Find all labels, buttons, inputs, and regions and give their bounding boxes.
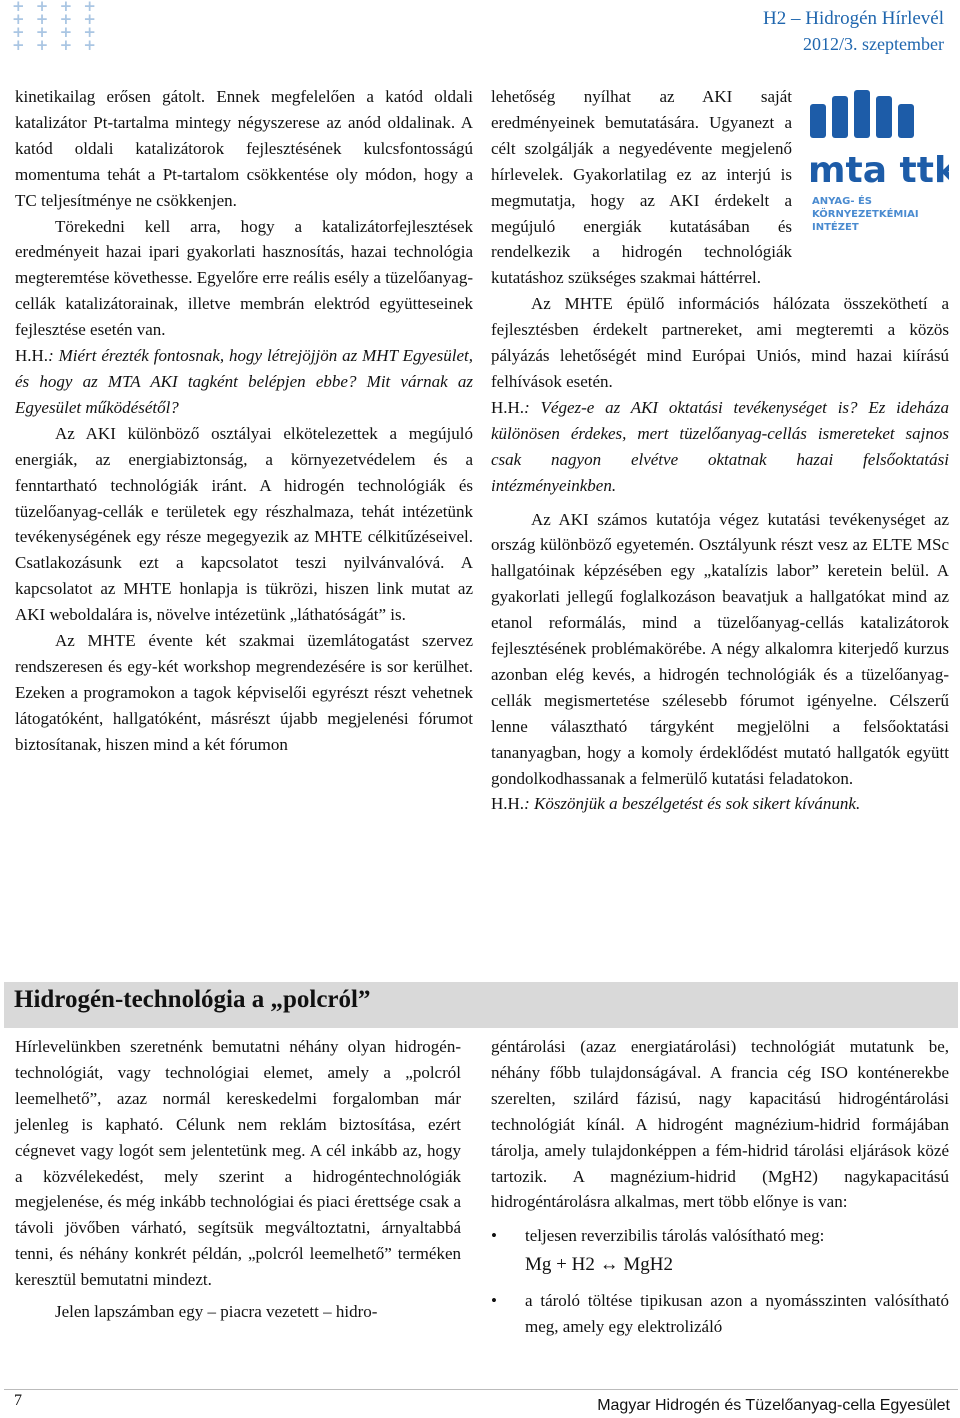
bullet-icon: •: [491, 1226, 497, 1246]
list-item-text: a tároló töltése tipikusan azon a nyomásszinten valósítható meg, amely egy elektrolizáló: [525, 1291, 949, 1337]
paragraph: Jelen lapszámban egy – piacra vezetett – hidro-: [55, 1302, 378, 1322]
article-column-1: [15, 84, 473, 758]
footer-divider: [4, 1389, 958, 1390]
question-text: : Miért érezték fontosnak, hogy létrejöjjön az MHT Egyesület, és hogy az MTA AKI tagként belépjen ebbe? Mit várnak az Egyesület működésétől?: [15, 346, 473, 417]
issue-date: 2012/3. szeptember: [803, 34, 944, 54]
paragraph: Hírlevelünkben szeretnénk bemutatni néhány olyan hidrogén-technológiát, vagy technológiai elemet, amely a „polcról leemelhető”, azaz normál kereskedelmi forgalomban már jelenleg is kapható. Célunk nem reklám biztosítása, ezért cégnevet vagy logót sem jelentetünk meg. A cél inkább az, hogy a közvélekedést, mely szerint a hidrogéntechnológiák megjelenése, és még inkább technológiai és piaci érettsége csak a távoli jövőben várható, segítsük megváltoztatni, árnyaltabbá tenni, és néhány konkrét példán, „polcról leemelhető” terméken keresztül bemutatni mindezt.: [15, 1037, 461, 1290]
newsletter-title: H2 – Hidrogén Hírlevél: [763, 8, 944, 29]
paragraph: Törekedni kell arra, hogy a katalizátorfejlesztések eredményeit hazai ipari gyakorlati hasznosítás, hazai technológia megteremtése követhesse. Egyelőre erre reális esély a tüzelőanyag-cellák katalizátorainak, illetve membrán elektród együtteseinek fejlesztése esetén van.: [15, 216, 473, 340]
closing-text: : Köszönjük a beszélgetést és sok sikert kívánunk.: [524, 794, 861, 814]
paragraph: kinetikailag erősen gátolt. Ennek megfelelően a katód oldali katalizátor Pt-tartalma mintegy négyszerese az anód oldalinak. A katód oldali katalizátorok fejlesztésének kulcsfontosságú momentuma tehát a Pt-tartalom csökkentése oly módon, hogy a TC teljesítménye ne csökkenjen.: [15, 87, 473, 210]
interviewer-initials: H.H.: [15, 346, 49, 366]
paragraph: Az MHTE évente két szakmai üzemlátogatást szervez rendszeresen és egy-két workshop megrendezésére is sor kerülhet. Ezeken a programokon a tagok képviselői egyrészt részt vehetnek látogatóként, hallgatóként, másrészt újabb megjelenési fórumot biztosítanak, hiszen mind a két fórumon: [15, 631, 473, 754]
paragraph: Az MHTE épülő információs hálózata összeköthetí a fejlesztésben érdekelt partnereket, ami megteremti a közös pályázás lehetőségét mind Európai Uniós, mind hazai kiírású felhívások esetén.: [491, 294, 949, 391]
page-number: 7: [14, 1392, 22, 1409]
header-decoration: + + + + + + + + + + + + + + + +: [12, 0, 99, 54]
reaction-formula: Mg + H2 ↔ MgH2: [525, 1254, 673, 1276]
section-column-2: [491, 1034, 949, 1350]
footer-organization: Magyar Hidrogén és Tüzelőanyag-cella Egyesület: [597, 1397, 950, 1414]
section-column-1: [15, 1034, 461, 1325]
mta-ttk-logo: [804, 86, 949, 238]
interview-question: [491, 395, 949, 499]
list-item: [491, 1288, 949, 1340]
paragraph: Az AKI számos kutatója végez kutatási tevékenységet az ország különböző egyetemén. Osztályunk részt vesz az ELTE MSc hallgatóinak képzésében egy „katalízis labor” keretein belül. A gyakorlati jellegű foglalkozáson beavatjuk a hallgatókat mind az etanol reformálás, mind a tüzelőanyag-cellás katalizátorok fejlesztésének problémakörébe. A négy alkalomra kiterjedő kurzus azonban elég kevés, a hidrogén technológiák és a tüzelőanyag-cellák megismertetése szélesebb fórumot igényelne. Célszerű lenne választható tárgyként megjelölni a felsőoktatási tananyagban, hogy a komoly érdeklődést mutató hallgatók együtt gondolkodhassanak a felmerülő kutatási feladatokon.: [491, 509, 949, 788]
paragraph: géntárolási (azaz energiatárolási) technológiát mutatunk be, néhány főbb tulajdonságával. A francia cég ISO konténerekbe szerelten, szilárd fázisú, nagy kapacitású hidrogéntárolási technológiát kínál. A hidrogént magnézium-hidrid formájában tárolja, amely tulajdonképpen a fém-hidrid tárolási eljárások közé tartozik. A magnézium-hidrid (MgH2) nagykapacitású hidrogéntárolásra alkalmas, mert több előnye is van:: [491, 1037, 949, 1212]
interviewer-initials: H.H.: [491, 397, 525, 417]
advantages-list: [491, 1223, 949, 1340]
closing-remark: [491, 791, 949, 817]
logo-subtitle-2: KÖRNYEZETKÉMIAI: [812, 209, 919, 220]
article-column-2: [491, 84, 949, 817]
paragraph: Az AKI különböző osztályai elkötelezettek a megújuló energiák, az energiabiztonság, a környezetvédelem és a fenntartható technológiák iránt. A hidrogén technológiák és tüzelőanyag-cellák e területek egy részhalmaza, tehát intézetünk tevékenységének egy része megegyezik az MHTE célkitűzéseivel. Csatlakozásunk ezt a kapcsolatot teszi nyilvánvalóvá. A kapcsolatot az MHTE honlapja is tükrözi, hiszen link mutat az AKI weboldalára is, növelve intézetünk „láthatóságát” is.: [15, 423, 473, 625]
logo-subtitle-1: ANYAG- ÉS: [812, 196, 873, 207]
paragraph: lehetőség nyílhat az AKI saját eredményeinek bemutatására. Ugyanezt a célt szolgálják a negyedévente megjelenő hírlevelek. Gyakorlatilag ez az interjú is megmutatja, hogy az AKI érdekelt a megújuló energiák kutatásában és rendelkezik a hidrogén technológiák kutatáshoz szükséges szakmai háttérrel.: [491, 87, 792, 288]
list-item-text: teljesen reverzibilis tárolás valósítható meg:: [525, 1226, 825, 1246]
section-title: Hidrogén-technológia a „polcról”: [14, 986, 371, 1013]
logo-subtitle-3: INTÉZET: [812, 222, 859, 233]
list-item: [491, 1223, 949, 1278]
interviewer-initials: H.H.: [491, 794, 525, 814]
mta-ttk-logo-graphic: [804, 86, 949, 238]
bullet-icon: •: [491, 1291, 497, 1311]
interview-question: [15, 343, 473, 421]
logo-wordmark: mta ttk: [808, 150, 949, 191]
question-text: : Végez-e az AKI oktatási tevékenységet is? Ez ideháza különösen érdekes, mert tüzelőanyag-cellás ismereteket sajnos csak nagyon elvétve oktatnak hazai felsőoktatási intézményeinkben.: [491, 397, 949, 495]
logo-bars-icon: [810, 90, 914, 138]
